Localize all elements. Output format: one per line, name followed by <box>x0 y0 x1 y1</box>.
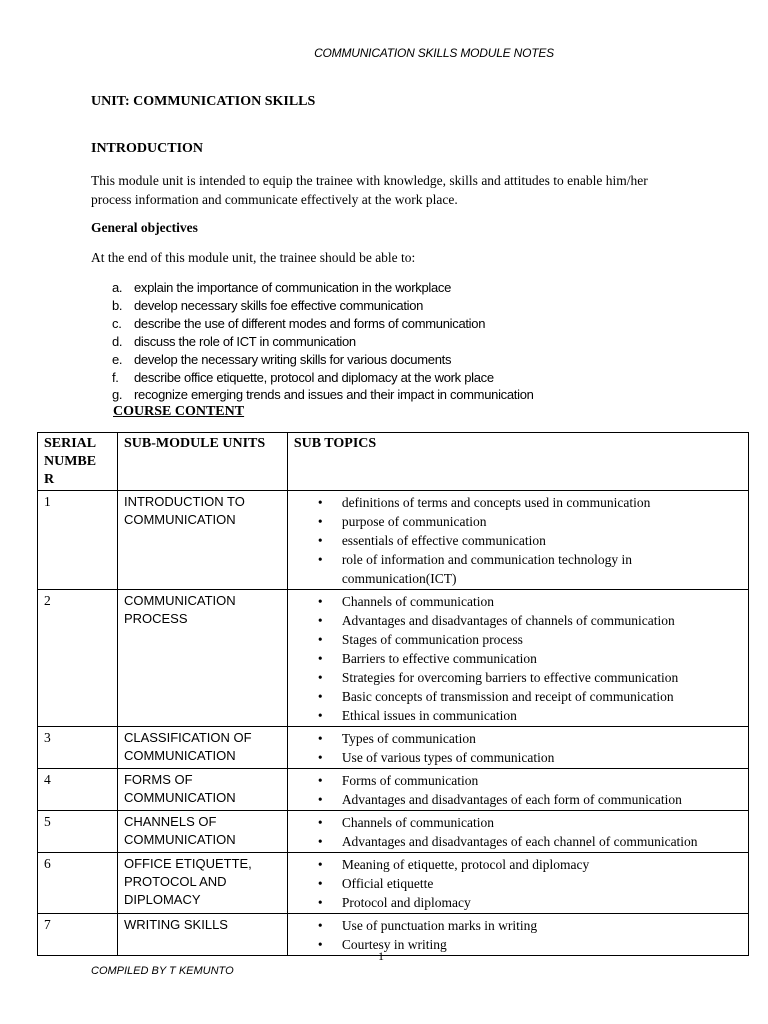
bullet-icon: • <box>317 552 323 567</box>
sub-topics-list <box>294 592 742 725</box>
bullet-icon: • <box>317 895 323 910</box>
bullet-icon: • <box>317 533 323 548</box>
sub-topics-list <box>294 729 742 767</box>
sub-topics-cell <box>287 914 748 956</box>
serial-number-cell: 7 <box>38 914 118 956</box>
sub-module-unit-cell: CLASSIFICATION OF COMMUNICATION <box>117 727 287 769</box>
page-header: COMMUNICATION SKILLS MODULE NOTES <box>314 46 554 60</box>
bullet-icon: • <box>317 689 323 704</box>
sub-topic-text: Use of punctuation marks in writing <box>341 918 538 933</box>
sub-topic-item <box>317 550 742 588</box>
sub-module-unit-cell: WRITING SKILLS <box>117 914 287 956</box>
sub-topic-item <box>317 687 742 706</box>
sub-topic-text: Ethical issues in communication <box>341 708 517 723</box>
objective-text: recognize emerging trends and issues and their impact in communication <box>134 387 534 403</box>
sub-topics-list <box>294 493 742 588</box>
sub-topic-text: Channels of communication <box>341 594 495 609</box>
sub-topic-text: Channels of communication <box>341 815 495 830</box>
bullet-icon: • <box>317 834 323 849</box>
sub-topic-text: Stages of communication process <box>341 632 523 647</box>
sub-topic-item <box>317 813 742 832</box>
objective-text: explain the importance of communication in the workplace <box>134 280 452 295</box>
sub-topic-text: Forms of communication <box>341 773 479 788</box>
sub-topic-text: Official etiquette <box>341 876 434 891</box>
objective-letter: f. <box>112 369 119 385</box>
sub-topic-item <box>317 630 742 649</box>
course-content-heading: COURSE CONTENT <box>113 404 245 419</box>
sub-topic-item <box>317 592 742 611</box>
serial-number-cell: 5 <box>38 811 118 853</box>
sub-topic-item <box>317 668 742 687</box>
sub-topic-item <box>317 748 742 767</box>
serial-number-cell: 3 <box>38 727 118 769</box>
objective-letter: d. <box>112 333 123 349</box>
bullet-icon: • <box>317 632 323 647</box>
bullet-icon: • <box>317 792 323 807</box>
sub-topic-text: purpose of communication <box>341 514 487 529</box>
sub-topics-cell <box>287 769 748 811</box>
column-header-units: SUB-MODULE UNITS <box>117 433 287 491</box>
objective-text: discuss the role of ICT in communication <box>134 333 356 349</box>
bullet-icon: • <box>317 708 323 723</box>
objective-letter: e. <box>112 351 123 367</box>
bullet-icon: • <box>317 857 323 872</box>
objective-letter: b. <box>112 297 123 313</box>
bullet-icon: • <box>317 815 323 830</box>
objectives-lead: At the end of this module unit, the trainee should be able to: <box>91 250 416 265</box>
bullet-icon: • <box>317 937 323 952</box>
sub-topic-item <box>317 729 742 748</box>
bullet-icon: • <box>317 773 323 788</box>
table-row <box>38 590 749 727</box>
sub-topic-item <box>317 771 742 790</box>
table-row <box>38 491 749 590</box>
sub-topic-item <box>317 531 742 550</box>
sub-module-unit-cell: COMMUNICATION PROCESS <box>117 590 287 727</box>
objective-item <box>112 333 534 351</box>
serial-number-cell: 6 <box>38 853 118 914</box>
column-header-topics: SUB TOPICS <box>287 433 748 491</box>
introduction-text: This module unit is intended to equip the trainee with knowledge, skills and attitudes to enable him/her process information and communicate effectively at the work place. <box>91 173 648 207</box>
compiled-by: COMPILED BY T KEMUNTO <box>91 965 234 977</box>
sub-topic-item <box>317 790 742 809</box>
table-row <box>38 769 749 811</box>
bullet-icon: • <box>317 731 323 746</box>
sub-topics-cell <box>287 811 748 853</box>
course-content-table <box>37 432 749 956</box>
bullet-icon: • <box>317 514 323 529</box>
sub-topic-text: Strategies for overcoming barriers to effective communication <box>341 670 679 685</box>
sub-topics-list <box>294 855 742 912</box>
bullet-icon: • <box>317 918 323 933</box>
sub-topic-text: Protocol and diplomacy <box>341 895 471 910</box>
sub-topic-item <box>317 855 742 874</box>
sub-topic-item <box>317 611 742 630</box>
sub-topic-item <box>317 916 742 935</box>
sub-topics-list <box>294 916 742 954</box>
sub-topic-text: Barriers to effective communication <box>341 651 537 666</box>
sub-topic-text: Courtesy in writing <box>341 937 447 952</box>
bullet-icon: • <box>317 613 323 628</box>
sub-topics-list <box>294 813 742 851</box>
sub-topic-item <box>317 935 742 954</box>
sub-topic-text: Meaning of etiquette, protocol and diplomacy <box>341 857 590 872</box>
sub-topic-text: role of information and communication technology in communication(ICT) <box>341 552 632 586</box>
bullet-icon: • <box>317 670 323 685</box>
objective-item <box>112 369 534 387</box>
sub-topic-text: definitions of terms and concepts used in communication <box>341 495 651 510</box>
objective-item <box>112 297 534 315</box>
table-row <box>38 853 749 914</box>
objective-letter: a. <box>112 280 123 295</box>
unit-title: UNIT: COMMUNICATION SKILLS <box>91 94 316 109</box>
sub-topic-text: Advantages and disadvantages of channels of communication <box>341 613 675 628</box>
page-number: 1 <box>378 949 384 963</box>
sub-topic-text: Advantages and disadvantages of each channel of communication <box>341 834 698 849</box>
serial-number-cell: 1 <box>38 491 118 590</box>
objective-item <box>112 386 534 404</box>
objective-text: develop necessary skills foe effective communication <box>134 297 424 313</box>
sub-topics-cell <box>287 853 748 914</box>
table-header-row <box>38 433 749 491</box>
sub-module-unit-cell: OFFICE ETIQUETTE, PROTOCOL AND DIPLOMACY <box>117 853 287 914</box>
sub-topic-text: Types of communication <box>341 731 476 746</box>
bullet-icon: • <box>317 495 323 510</box>
sub-topic-text: Basic concepts of transmission and receipt of communication <box>341 689 674 704</box>
bullet-icon: • <box>317 651 323 666</box>
objective-letter: c. <box>112 315 122 331</box>
objective-text: describe the use of different modes and forms of communication <box>134 315 486 331</box>
table-row <box>38 811 749 853</box>
sub-topic-item <box>317 512 742 531</box>
sub-topic-item <box>317 874 742 893</box>
objective-text: describe office etiquette, protocol and diplomacy at the work place <box>134 369 494 385</box>
objective-item <box>112 351 534 369</box>
bullet-icon: • <box>317 594 323 609</box>
sub-topics-list <box>294 771 742 809</box>
table-row <box>38 914 749 956</box>
objective-letter: g. <box>112 387 123 403</box>
sub-topic-item <box>317 832 742 851</box>
serial-number-cell: 2 <box>38 590 118 727</box>
objective-text: develop the necessary writing skills for various documents <box>134 351 452 367</box>
sub-topic-item <box>317 493 742 512</box>
table-row <box>38 727 749 769</box>
objective-item <box>112 279 534 297</box>
serial-number-cell: 4 <box>38 769 118 811</box>
sub-module-unit-cell: CHANNELS OF COMMUNICATION <box>117 811 287 853</box>
objectives-heading: General objectives <box>91 220 198 235</box>
table-body <box>38 491 749 956</box>
sub-topic-text: essentials of effective communication <box>341 533 546 548</box>
sub-topic-text: Use of various types of communication <box>341 750 555 765</box>
sub-topics-cell <box>287 590 748 727</box>
sub-topic-item <box>317 706 742 725</box>
bullet-icon: • <box>317 750 323 765</box>
sub-module-unit-cell: INTRODUCTION TO COMMUNICATION <box>117 491 287 590</box>
introduction-heading: INTRODUCTION <box>91 141 204 156</box>
sub-topics-cell <box>287 727 748 769</box>
sub-topic-item <box>317 649 742 668</box>
objective-item <box>112 315 534 333</box>
bullet-icon: • <box>317 876 323 891</box>
objectives-list <box>112 279 534 404</box>
column-header-serial: SERIAL NUMBE R <box>38 433 118 491</box>
sub-topics-cell <box>287 491 748 590</box>
sub-topic-item <box>317 893 742 912</box>
sub-module-unit-cell: FORMS OF COMMUNICATION <box>117 769 287 811</box>
sub-topic-text: Advantages and disadvantages of each form of communication <box>341 792 682 807</box>
